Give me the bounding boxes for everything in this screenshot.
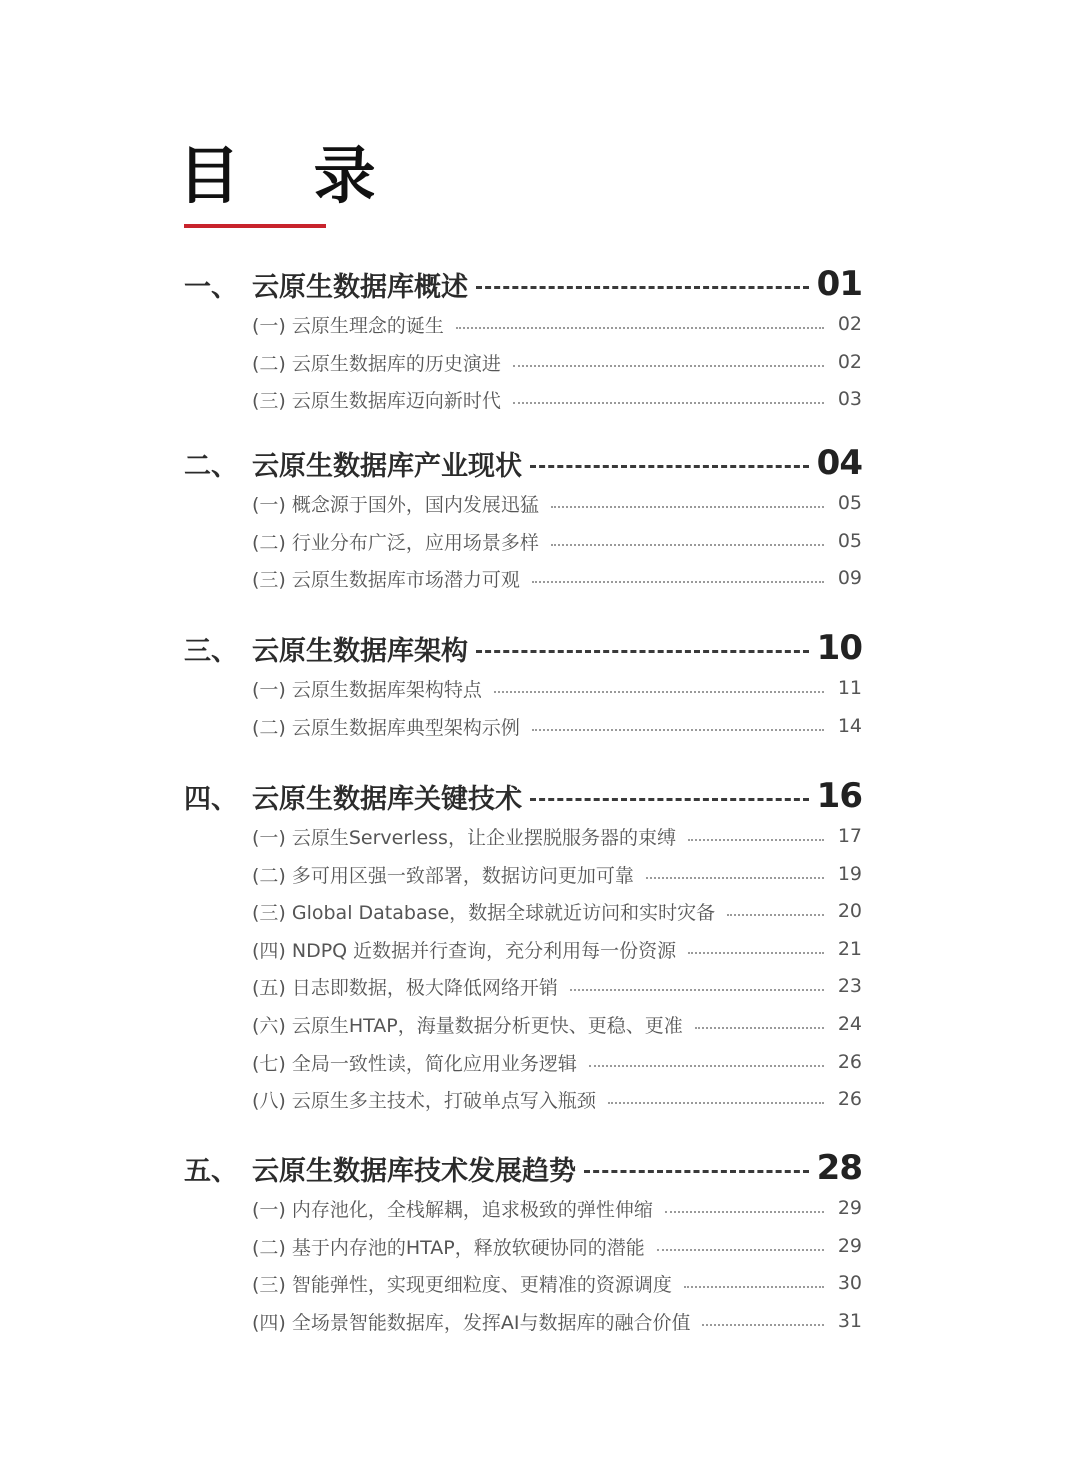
subsection-title: (一) 云原生Serverless，让企业摆脱服务器的束缚: [252, 826, 676, 849]
toc-subsection-row[interactable]: [252, 1047, 862, 1077]
subsection-page-number: 29: [837, 1235, 862, 1257]
section-title: 云原生数据库关键技术: [252, 783, 522, 815]
page-title: 目 录: [178, 139, 402, 212]
dot-leader: [657, 1249, 824, 1251]
subsection-page-number: 20: [837, 900, 862, 922]
section-number: 二、: [184, 450, 238, 482]
toc-section-row[interactable]: [184, 1148, 862, 1188]
toc-section-row[interactable]: [184, 628, 862, 668]
dot-leader: [702, 1324, 824, 1326]
section-page-number: 01: [816, 264, 862, 304]
subsection-title: (四) NDPQ 近数据并行查询，充分利用每一份资源: [252, 939, 677, 962]
section-number: 一、: [184, 271, 238, 303]
section-page-number: 04: [816, 443, 862, 483]
toc-subsection-row[interactable]: [252, 347, 862, 377]
dot-leader: [584, 1170, 809, 1173]
toc-subsection-row[interactable]: [252, 971, 862, 1001]
toc-subsection-row[interactable]: [252, 1009, 862, 1039]
subsection-title: (二) 云原生数据库的历史演进: [252, 352, 501, 375]
dot-leader: [646, 877, 824, 879]
subsection-page-number: 02: [837, 351, 862, 373]
subsection-title: (五) 日志即数据，极大降低网络开销: [252, 976, 558, 999]
subsection-title: (二) 行业分布广泛，应用场景多样: [252, 531, 539, 554]
section-number: 四、: [184, 783, 238, 815]
dot-leader: [695, 1027, 824, 1029]
dot-leader: [727, 914, 824, 916]
toc-subsection-row[interactable]: [252, 673, 862, 703]
subsection-title: (三) 云原生数据库市场潜力可观: [252, 568, 520, 591]
dot-leader: [530, 465, 809, 468]
toc-subsection-row[interactable]: [252, 896, 862, 926]
subsection-page-number: 05: [837, 492, 862, 514]
dot-leader: [530, 798, 809, 801]
toc-subsection-row[interactable]: [252, 859, 862, 889]
subsection-title: (二) 云原生数据库典型架构示例: [252, 716, 520, 739]
subsection-title: (四) 全场景智能数据库，发挥AI与数据库的融合价值: [252, 1311, 691, 1334]
section-title: 云原生数据库概述: [252, 271, 468, 303]
toc-subsection-row[interactable]: [252, 309, 862, 339]
subsection-title: (一) 概念源于国外，国内发展迅猛: [252, 493, 539, 516]
toc-section-row[interactable]: [184, 264, 862, 304]
subsection-page-number: 03: [837, 388, 862, 410]
dot-leader: [513, 365, 824, 367]
dot-leader: [513, 402, 824, 404]
toc-subsection-row[interactable]: [252, 711, 862, 741]
dot-leader: [551, 544, 824, 546]
subsection-page-number: 23: [837, 975, 862, 997]
section-page-number: 16: [816, 776, 862, 816]
dot-leader: [532, 729, 824, 731]
subsection-title: (一) 云原生数据库架构特点: [252, 678, 482, 701]
subsection-title: (七) 全局一致性读，简化应用业务逻辑: [252, 1052, 577, 1075]
dot-leader: [532, 581, 824, 583]
dot-leader: [456, 327, 824, 329]
subsection-page-number: 14: [837, 715, 862, 737]
subsection-title: (二) 基于内存池的HTAP，释放软硬协同的潜能: [252, 1236, 645, 1259]
subsection-page-number: 02: [837, 313, 862, 335]
section-page-number: 10: [816, 628, 862, 668]
dot-leader: [688, 839, 824, 841]
subsection-page-number: 05: [837, 530, 862, 552]
toc-subsection-row[interactable]: [252, 1231, 862, 1261]
subsection-page-number: 30: [837, 1272, 862, 1294]
subsection-title: (六) 云原生HTAP，海量数据分析更快、更稳、更准: [252, 1014, 683, 1037]
toc-subsection-row[interactable]: [252, 1306, 862, 1336]
dot-leader: [570, 989, 824, 991]
subsection-page-number: 17: [837, 825, 862, 847]
subsection-title: (八) 云原生多主技术，打破单点写入瓶颈: [252, 1089, 596, 1112]
dot-leader: [608, 1102, 824, 1104]
section-title: 云原生数据库产业现状: [252, 450, 522, 482]
subsection-page-number: 31: [837, 1310, 862, 1332]
section-title: 云原生数据库技术发展趋势: [252, 1155, 576, 1187]
subsection-title: (二) 多可用区强一致部署，数据访问更加可靠: [252, 864, 634, 887]
subsection-page-number: 26: [837, 1088, 862, 1110]
toc-subsection-row[interactable]: [252, 1268, 862, 1298]
toc-subsection-row[interactable]: [252, 384, 862, 414]
subsection-page-number: 29: [837, 1197, 862, 1219]
dot-leader: [688, 952, 824, 954]
toc-subsection-row[interactable]: [252, 821, 862, 851]
dot-leader: [665, 1211, 824, 1213]
subsection-title: (一) 云原生理念的诞生: [252, 314, 444, 337]
toc-subsection-row[interactable]: [252, 1084, 862, 1114]
section-title: 云原生数据库架构: [252, 635, 468, 667]
subsection-page-number: 26: [837, 1051, 862, 1073]
subsection-page-number: 11: [837, 677, 862, 699]
toc-section-row[interactable]: [184, 776, 862, 816]
dot-leader: [494, 691, 824, 693]
subsection-page-number: 24: [837, 1013, 862, 1035]
dot-leader: [551, 506, 824, 508]
section-page-number: 28: [816, 1148, 862, 1188]
subsection-page-number: 19: [837, 863, 862, 885]
dot-leader: [684, 1286, 824, 1288]
toc-subsection-row[interactable]: [252, 934, 862, 964]
dot-leader: [476, 650, 809, 653]
toc-subsection-row[interactable]: [252, 563, 862, 593]
toc-subsection-row[interactable]: [252, 1193, 862, 1223]
subsection-title: (一) 内存池化，全栈解耦，追求极致的弹性伸缩: [252, 1198, 653, 1221]
toc-subsection-row[interactable]: [252, 488, 862, 518]
toc-subsection-row[interactable]: [252, 526, 862, 556]
section-number: 三、: [184, 635, 238, 667]
title-underline: [184, 224, 326, 228]
subsection-page-number: 21: [837, 938, 862, 960]
subsection-page-number: 09: [837, 567, 862, 589]
section-number: 五、: [184, 1155, 238, 1187]
subsection-title: (三) Global Database，数据全球就近访问和实时灾备: [252, 901, 716, 924]
dot-leader: [589, 1065, 824, 1067]
subsection-title: (三) 云原生数据库迈向新时代: [252, 389, 501, 412]
toc-section-row[interactable]: [184, 443, 862, 483]
subsection-title: (三) 智能弹性，实现更细粒度、更精准的资源调度: [252, 1273, 672, 1296]
dot-leader: [476, 286, 809, 289]
